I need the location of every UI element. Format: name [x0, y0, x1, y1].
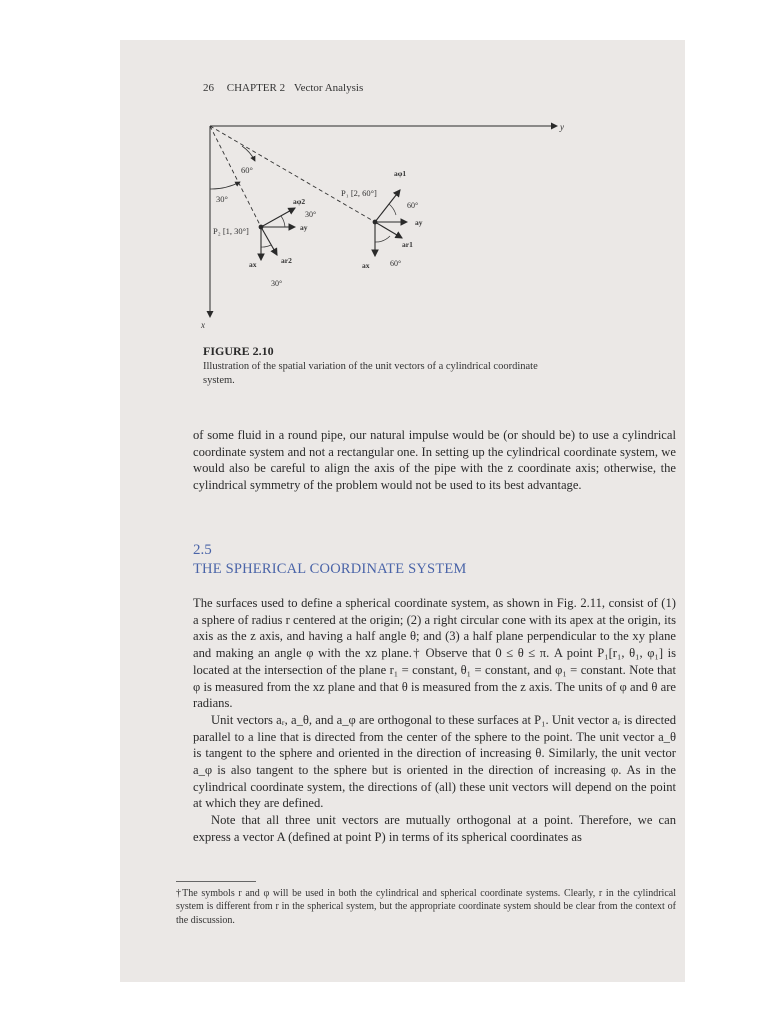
page-number: 26 [203, 82, 214, 94]
angle-label-30: 30° [216, 194, 228, 204]
angle-arc-30 [210, 182, 240, 189]
p1-angle-arc-top [389, 204, 396, 215]
a-phi1-label: aφ1 [394, 169, 407, 178]
body-paragraph [193, 427, 676, 494]
radial-line-p1 [210, 126, 375, 222]
a-phi2-label: aφ2 [293, 197, 306, 206]
a-r1-vector [375, 222, 402, 238]
p1-label: P₁ [2, 60°] [341, 188, 377, 198]
a-r2-vector [261, 227, 277, 255]
a-r1-label: ar1 [402, 240, 413, 249]
chapter-label: CHAPTER 2 [226, 82, 286, 94]
p2-angle-label-top: 30° [305, 210, 317, 219]
a-y-label-p2: ay [300, 223, 308, 232]
y-axis-label: y [560, 122, 564, 132]
x-axis-label: x [201, 320, 205, 330]
angle-label-60: 60° [241, 165, 253, 175]
figure-caption: Illustration of the spatial variation of the unit vectors of a cylindrical coordinate system. [203, 361, 538, 386]
a-x-label-p1: ax [362, 261, 370, 270]
body-paragraph-text: of some fluid in a round pipe, our natural impulse would be (or should be) to use a cylindrical coordinate system and not a rectangular one. In setting up the cylindrical coordinate system, we would also be careful to align the axis of the pipe with the z coordinate axis; otherwise, the cylindrical symmetry of the problem would not be used to its best advantage. [193, 428, 676, 493]
p2-label: P₂ [1, 30°] [213, 226, 249, 236]
p1-angle-label-top: 60° [407, 201, 419, 210]
running-header [203, 82, 363, 94]
figure-2-10-diagram [195, 112, 575, 337]
p1-angle-arc-bottom [375, 236, 390, 242]
p2-angle-arc-top [281, 216, 285, 227]
a-r2-label: ar2 [281, 256, 292, 265]
section-title: THE SPHERICAL COORDINATE SYSTEM [193, 561, 467, 577]
footnote: †The symbols r and φ will be used in both the cylindrical and spherical coordinate systems. Clearly, r in the cylindrical system is different from r in the spherical system, but the appropriate coordinate system should be clear from the context of the discussion. [176, 888, 676, 926]
section-paragraph-1: The surfaces used to define a spherical coordinate system, as shown in Fig. 2.11, consist of (1) a sphere of radius r centered at the origin; (2) a right circular cone with its apex at the origin, its axis as the z axis, and having a half angle θ; and (3) a half plane perpendicular to the xy plane and making an angle φ with the xz plane.† Observe that 0 ≤ θ ≤ π. A point P₁[r₁, θ₁, φ₁] is located at the intersection of the plane r₁ = constant, θ₁ = constant, and φ₁ = constant. Note that φ is measured from the xz plane and that θ is measured from the z axis. The units of φ and θ are radians. [193, 596, 676, 711]
a-phi2-vector [261, 208, 295, 227]
a-x-label-p2: ax [249, 260, 257, 269]
a-phi1-vector [375, 190, 400, 222]
section-paragraph-2: Unit vectors aᵣ, a_θ, and a_φ are orthogonal to these surfaces at P₁. Unit vector aᵣ is directed parallel to a line that is directed from the center of the sphere to the point. The unit vector a_θ is tangent to the sphere and oriented in the direction of increasing θ. Similarly, the unit vector a_φ is also tangent to the sphere but is oriented in the direction of increasing φ. As in the cylindrical coordinate system, the directions of (all) these unit vectors will depend on the point at which they are defined. [193, 712, 676, 811]
section-number: 2.5 [193, 542, 212, 558]
p1-angle-label-bottom: 60° [390, 259, 402, 268]
p2-angle-arc-bottom [261, 245, 271, 247]
a-y-label-p1: ay [415, 218, 423, 227]
section-body [193, 595, 676, 846]
footnote-rule [176, 881, 256, 882]
figure-title: FIGURE 2.10 [203, 344, 274, 358]
section-paragraph-3: Note that all three unit vectors are mutually orthogonal at a point. Therefore, we can express a vector A (defined at point P) in terms of its spherical coordinates as [193, 813, 676, 844]
chapter-title: Vector Analysis [293, 82, 364, 94]
p2-angle-label-bottom: 30° [271, 279, 283, 288]
